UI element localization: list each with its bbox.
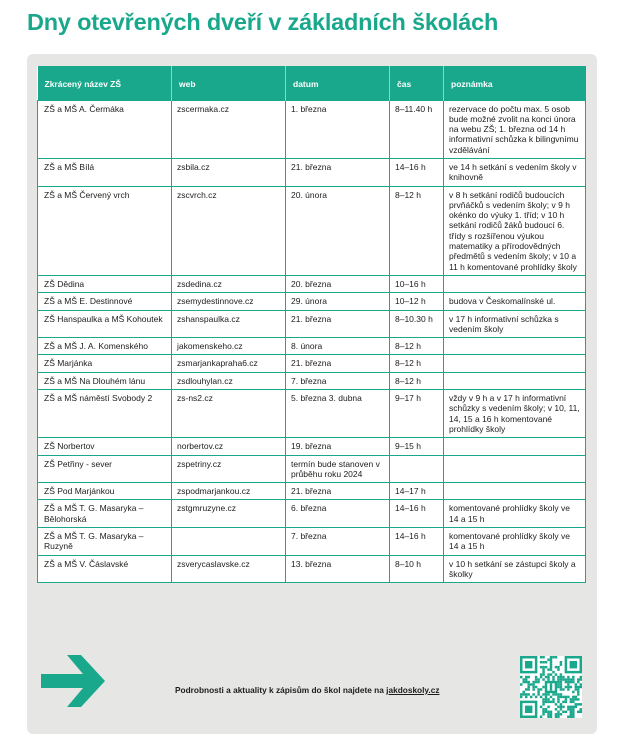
cell-time: 9–15 h — [390, 438, 444, 455]
cell-time: 14–16 h — [390, 158, 444, 186]
cell-date: termín bude stanoven v průběhu roku 2024 — [286, 455, 390, 483]
cell-web: zs-ns2.cz — [172, 390, 286, 438]
cell-date: 5. března 3. dubna — [286, 390, 390, 438]
cell-web: zspetriny.cz — [172, 455, 286, 483]
cell-time: 8–12 h — [390, 338, 444, 355]
cell-web: zstgmruzyne.cz — [172, 500, 286, 528]
cell-school: ZŠ a MŠ E. Destinnové — [38, 293, 172, 310]
footer-note — [175, 685, 505, 695]
cell-note: komentované prohlídky školy ve 14 a 15 h — [444, 500, 586, 528]
cell-date: 8. února — [286, 338, 390, 355]
cell-note — [444, 372, 586, 389]
cell-time: 8–11.40 h — [390, 100, 444, 158]
cell-date: 20. února — [286, 186, 390, 275]
cell-note: budova v Českomalínské ul. — [444, 293, 586, 310]
cell-time: 8–12 h — [390, 372, 444, 389]
cell-web: zsmarjankapraha6.cz — [172, 355, 286, 372]
cell-time: 8–12 h — [390, 355, 444, 372]
cell-school: ZŠ Hanspaulka a MŠ Kohoutek — [38, 310, 172, 338]
table-row — [38, 355, 586, 372]
page-title: Dny otevřených dveří v základních školách — [27, 9, 499, 35]
cell-note: komentované prohlídky školy ve 14 a 15 h — [444, 528, 586, 556]
cell-web: zsdlouhylan.cz — [172, 372, 286, 389]
table-row — [38, 293, 586, 310]
cell-date: 7. března — [286, 372, 390, 389]
cell-school: ZŠ a MŠ V. Čáslavské — [38, 555, 172, 583]
cell-note — [444, 275, 586, 292]
table-row — [38, 455, 586, 483]
table-row — [38, 100, 586, 158]
table-row — [38, 338, 586, 355]
cell-date: 1. března — [286, 100, 390, 158]
header-time: čas — [390, 66, 444, 100]
cell-school: ZŠ a MŠ Na Dlouhém lánu — [38, 372, 172, 389]
header-date: datum — [286, 66, 390, 100]
table-row — [38, 186, 586, 275]
table-row — [38, 483, 586, 500]
cell-school: ZŠ a MŠ náměstí Svobody 2 — [38, 390, 172, 438]
cell-note — [444, 455, 586, 483]
table-row — [38, 158, 586, 186]
qr-code-icon[interactable] — [520, 656, 582, 718]
cell-school: ZŠ a MŠ J. A. Komenského — [38, 338, 172, 355]
cell-date: 21. března — [286, 158, 390, 186]
cell-school: ZŠ a MŠ Bílá — [38, 158, 172, 186]
table-row — [38, 500, 586, 528]
header-note: poznámka — [444, 66, 586, 100]
cell-date: 21. března — [286, 310, 390, 338]
table-header-row — [38, 66, 586, 100]
cell-note: v 10 h setkání se zástupci školy a školky — [444, 555, 586, 583]
table-row — [38, 390, 586, 438]
cell-web: zscvrch.cz — [172, 186, 286, 275]
cell-note — [444, 438, 586, 455]
cell-web: zsverycaslavske.cz — [172, 555, 286, 583]
cell-web: norbertov.cz — [172, 438, 286, 455]
cell-note: v 17 h informativní schůzka s vedením školy — [444, 310, 586, 338]
cell-school: ZŠ Dědina — [38, 275, 172, 292]
table-body — [38, 100, 586, 583]
footer-text: Podrobnosti a aktuality k zápisům do škol najdete na — [175, 685, 387, 695]
arrow-right-icon — [39, 649, 115, 713]
cell-date: 7. března — [286, 528, 390, 556]
cell-note: vždy v 9 h a v 17 h informativní schůzky s vedením školy; v 10, 11, 14, 15 a 16 h komentované prohlídky školy — [444, 390, 586, 438]
table-row — [38, 528, 586, 556]
cell-date: 20. března — [286, 275, 390, 292]
cell-time — [390, 455, 444, 483]
cell-date: 21. března — [286, 483, 390, 500]
header-web: web — [172, 66, 286, 100]
cell-school: ZŠ Petřiny - sever — [38, 455, 172, 483]
cell-date: 19. března — [286, 438, 390, 455]
cell-time: 10–12 h — [390, 293, 444, 310]
cell-date: 13. března — [286, 555, 390, 583]
cell-note: ve 14 h setkání s vedením školy v knihovně — [444, 158, 586, 186]
cell-time: 14–16 h — [390, 500, 444, 528]
cell-time: 14–17 h — [390, 483, 444, 500]
cell-note — [444, 338, 586, 355]
cell-web — [172, 528, 286, 556]
cell-school: ZŠ a MŠ T. G. Masaryka – Bělohorská — [38, 500, 172, 528]
table-row — [38, 275, 586, 292]
cell-web: zshanspaulka.cz — [172, 310, 286, 338]
cell-school: ZŠ a MŠ A. Čermáka — [38, 100, 172, 158]
cell-note: v 8 h setkání rodičů budoucích prvňáčků s vedením školy; v 9 h okénko do výuky 1. tříd; v 10 h setkání rodičů žáků budoucí 6. třídy s rozšířenou výukou matematiky a přírodovědných předmětů s vedením školy; v 10 a 11 h komentované prohlídky školy — [444, 186, 586, 275]
cell-web: zsemydestinnove.cz — [172, 293, 286, 310]
cell-time: 8–10.30 h — [390, 310, 444, 338]
cell-time: 10–16 h — [390, 275, 444, 292]
cell-web: jakomenskeho.cz — [172, 338, 286, 355]
cell-web: zsbila.cz — [172, 158, 286, 186]
cell-date: 21. března — [286, 355, 390, 372]
table-row — [38, 555, 586, 583]
cell-school: ZŠ a MŠ Červený vrch — [38, 186, 172, 275]
cell-school: ZŠ Pod Marjánkou — [38, 483, 172, 500]
open-days-table — [37, 66, 586, 583]
table-row — [38, 438, 586, 455]
cell-school: ZŠ a MŠ T. G. Masaryka – Ruzyně — [38, 528, 172, 556]
cell-note: rezervace do počtu max. 5 osob bude možné zvolit na konci února na webu ZŠ; 1. března od 14 h informativní schůzka k bilingvnímu vzdělávání — [444, 100, 586, 158]
cell-school: ZŠ Norbertov — [38, 438, 172, 455]
table-row — [38, 372, 586, 389]
cell-date: 6. března — [286, 500, 390, 528]
cell-note — [444, 355, 586, 372]
cell-school: ZŠ Marjánka — [38, 355, 172, 372]
cell-date: 29. února — [286, 293, 390, 310]
footer-link[interactable]: jakdoskoly.cz — [386, 685, 440, 695]
cell-web: zsdedina.cz — [172, 275, 286, 292]
cell-time: 8–12 h — [390, 186, 444, 275]
table-row — [38, 310, 586, 338]
cell-time: 9–17 h — [390, 390, 444, 438]
cell-note — [444, 483, 586, 500]
cell-web: zspodmarjankou.cz — [172, 483, 286, 500]
cell-time: 14–16 h — [390, 528, 444, 556]
cell-web: zscermaka.cz — [172, 100, 286, 158]
header-school: Zkrácený název ZŠ — [38, 66, 172, 100]
cell-time: 8–10 h — [390, 555, 444, 583]
schedule-card — [27, 54, 597, 734]
